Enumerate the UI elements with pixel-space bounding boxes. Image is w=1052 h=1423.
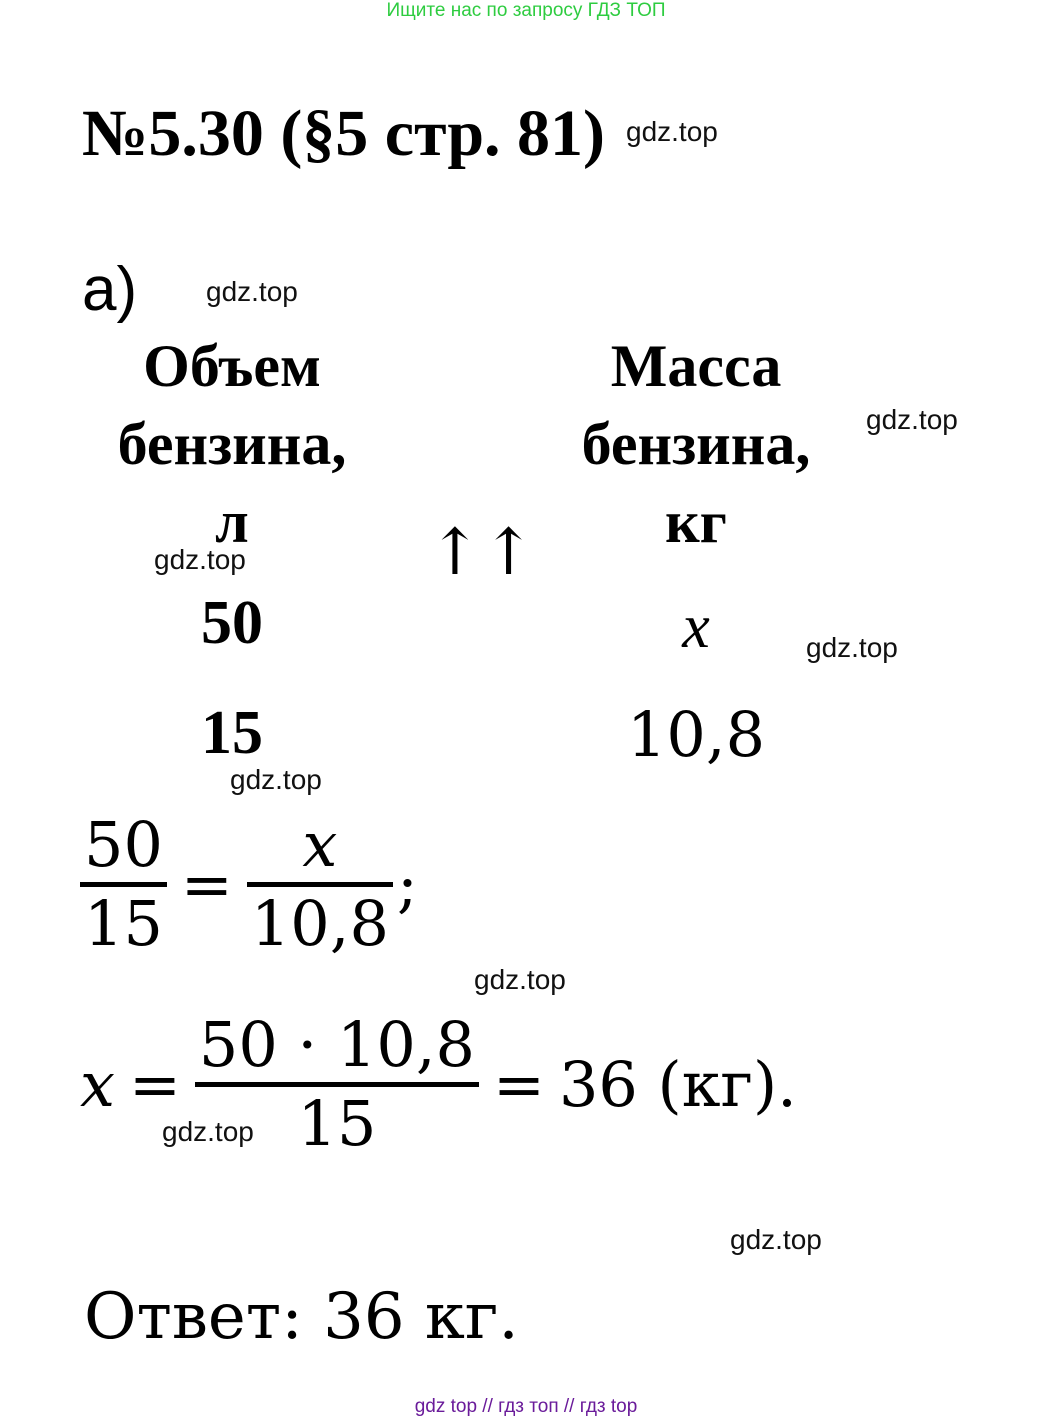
watermark: gdz.top xyxy=(474,964,566,995)
watermark: gdz.top xyxy=(154,544,246,575)
denominator: 15 xyxy=(297,1087,377,1160)
answer: Ответ: 36 кг. xyxy=(84,1280,519,1354)
table-cell: 50 xyxy=(201,589,263,657)
watermark: gdz.top xyxy=(866,404,958,435)
column-header-line: бензина, xyxy=(117,411,347,477)
footer-links[interactable]: gdz top // гдз топ // гдз top xyxy=(414,1396,638,1417)
numerator: 50 · 10,8 xyxy=(198,1008,475,1081)
watermark: gdz.top xyxy=(626,116,718,147)
equals-sign: = xyxy=(128,1048,181,1121)
direct-proportion-arrows: ↑↑ xyxy=(428,516,536,590)
proportion-equation xyxy=(80,808,432,961)
column-header-mass xyxy=(556,327,836,561)
fraction xyxy=(80,808,167,961)
numerator: 50 xyxy=(84,808,163,881)
column-header-volume xyxy=(92,327,372,561)
watermark: gdz.top xyxy=(162,1116,254,1147)
denominator: 10,8 xyxy=(250,887,389,960)
equals-sign: = xyxy=(493,1048,545,1121)
equals-sign: = xyxy=(180,848,233,921)
column-header-unit: кг xyxy=(665,489,727,555)
result: 36 (кг). xyxy=(558,1048,797,1121)
watermark: gdz.top xyxy=(230,764,322,795)
top-banner[interactable]: Ищите нас по запросу ГДЗ ТОП xyxy=(386,0,666,21)
watermark: gdz.top xyxy=(806,632,898,663)
part-label: а) xyxy=(82,255,138,324)
problem-title: №5.30 (§5 стр. 81) xyxy=(82,97,606,170)
variable-x: x xyxy=(80,1048,115,1121)
semicolon: ; xyxy=(396,848,418,921)
watermark: gdz.top xyxy=(206,276,298,307)
watermark: gdz.top xyxy=(730,1224,822,1255)
column-header-line: Масса xyxy=(610,333,782,399)
denominator: 15 xyxy=(84,887,163,960)
column-header-unit: л xyxy=(215,489,249,555)
fraction xyxy=(247,808,393,961)
table-cell: x xyxy=(682,593,710,661)
column-header-line: бензина, xyxy=(581,411,811,477)
column-header-line: Объем xyxy=(143,333,321,399)
table-cell: 10,8 xyxy=(626,698,766,771)
numerator: x xyxy=(302,808,338,881)
table-cell: 15 xyxy=(201,699,263,767)
